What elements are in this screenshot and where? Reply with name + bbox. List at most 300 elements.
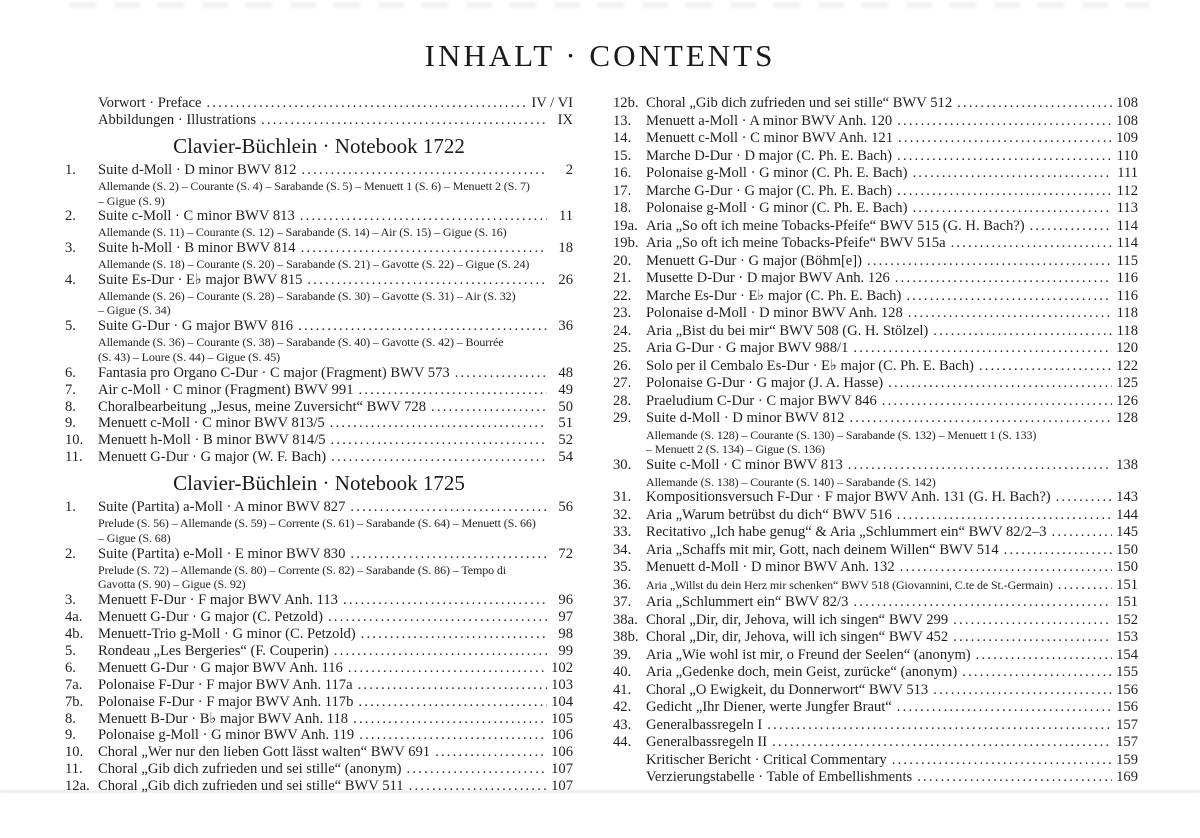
item-number: 34.: [613, 541, 632, 558]
dot-leader: [350, 546, 547, 563]
dot-leader: [917, 769, 1112, 787]
toc-item: [613, 647, 1138, 665]
page-number: 150: [1116, 541, 1138, 558]
item-title: Marche Es-Dur · E♭ major (C. Ph. E. Bach): [646, 287, 902, 304]
page-number: 109: [1116, 130, 1138, 146]
item-title: Menuett G-Dur · G major (C. Petzold): [98, 609, 323, 626]
item-title: Praeludium C-Dur · C major BWV 846: [646, 392, 877, 409]
toc-entry: [98, 112, 573, 129]
page-number: 106: [551, 727, 573, 744]
item-title: Polonaise g-Moll · G minor BWV Anh. 119: [98, 727, 355, 744]
item-number: 3.: [65, 592, 76, 609]
item-title: Kompositionsversuch F-Dur · F major BWV Anh. 131 (G. H. Bach?): [646, 489, 1051, 506]
dot-leader: [331, 449, 547, 466]
page-number: 11: [558, 208, 573, 225]
page-number: 144: [1116, 506, 1138, 523]
movement-list: [98, 179, 573, 209]
toc-item: [613, 358, 1138, 376]
item-title: Menuett G-Dur · G major (Böhm[e]): [646, 252, 863, 269]
toc-item: [65, 162, 573, 179]
page-number: 157: [1116, 716, 1138, 733]
item-title: Aria G-Dur · G major BWV 988/1: [646, 340, 849, 356]
item-title: Musette D-Dur · D major BWV Anh. 126: [646, 270, 890, 286]
toc-item: [65, 761, 573, 778]
item-title: Air c-Moll · C minor (Fragment) BWV 991: [98, 381, 354, 398]
item-number: 11.: [65, 449, 83, 466]
item-title: Choralbearbeitung „Jesus, meine Zuversicht“ BWV 728: [98, 398, 427, 415]
dot-leader: [897, 507, 1112, 525]
page-title: INHALT · CONTENTS: [424, 38, 776, 73]
dot-leader: [953, 629, 1112, 647]
item-number: 2.: [65, 208, 76, 225]
section-heading: Clavier-Büchlein · Notebook 1725: [173, 471, 465, 496]
movement-line: (S. 43) – Loure (S. 44) – Gigue (S. 45): [98, 349, 281, 364]
dot-leader: [358, 677, 547, 694]
item-title: Polonaise G-Dur · G major (J. A. Hasse): [646, 375, 884, 391]
page-number: 114: [1116, 217, 1138, 234]
dot-leader: [849, 410, 1112, 428]
item-number: 25.: [613, 340, 632, 356]
dot-leader: [933, 682, 1112, 700]
page-number: 116: [1116, 287, 1138, 304]
toc-item: [65, 592, 573, 609]
page-number: 153: [1116, 629, 1138, 646]
toc-item: [613, 148, 1138, 166]
page-number: 54: [558, 449, 573, 466]
toc-item: [613, 717, 1138, 735]
toc-item: [613, 288, 1138, 306]
dot-leader: [343, 592, 547, 609]
item-number: 6.: [65, 364, 76, 381]
toc-item: [65, 208, 573, 225]
movement-list: [646, 428, 1138, 458]
page-number: 98: [558, 625, 573, 642]
item-number: 39.: [613, 646, 632, 663]
page-number: 36: [558, 318, 573, 335]
toc-item: [65, 744, 573, 761]
page-number: 2: [565, 161, 573, 178]
toc-item: [65, 711, 573, 728]
toc-item: [613, 629, 1138, 647]
item-title: Verzierungstabelle · Table of Embellishments: [646, 769, 913, 786]
page-number: IV / VI: [531, 95, 573, 111]
toc-item: [65, 546, 573, 563]
page-number: 56: [558, 499, 573, 516]
item-number: 6.: [65, 659, 76, 676]
dot-leader: [407, 761, 547, 778]
page-number: 97: [558, 609, 573, 626]
item-number: 12a.: [65, 778, 90, 795]
page-number: 118: [1116, 322, 1138, 339]
toc-item: [65, 449, 573, 466]
toc-item: [613, 218, 1138, 236]
page-number: 159: [1116, 751, 1138, 768]
movement-line: – Menuett 2 (S. 134) – Gigue (S. 136): [646, 442, 825, 457]
movement-line: Allemande (S. 26) – Courante (S. 28) – Sarabande (S. 30) – Gavotte (S. 31) – Air (S. 32): [98, 288, 516, 303]
movement-line: Allemande (S. 138) – Courante (S. 140) – Sarabande (S. 142): [646, 474, 936, 489]
toc-item: [613, 393, 1138, 411]
item-title: Suite d-Moll · D minor BWV 812: [646, 410, 845, 426]
toc-entry: [646, 752, 1138, 770]
movement-list: [646, 475, 1138, 490]
page-number: 72: [558, 545, 573, 562]
page-number: 106: [551, 744, 573, 761]
item-number: 16.: [613, 165, 632, 181]
page-number: 104: [551, 693, 573, 710]
dot-leader: [953, 612, 1112, 630]
dot-leader: [1030, 218, 1112, 236]
page-number: 26: [558, 271, 573, 288]
dot-leader: [358, 694, 547, 711]
item-number: 13.: [613, 112, 632, 129]
item-title: Polonaise g-Moll · G minor (C. Ph. E. Bach): [646, 165, 908, 181]
item-title: Menuett a-Moll · A minor BWV Anh. 120: [646, 112, 893, 129]
page-number: 150: [1116, 559, 1138, 576]
dot-leader: [307, 272, 547, 289]
item-title: Abbildungen · Illustrations: [98, 111, 257, 128]
item-number: 26.: [613, 357, 632, 374]
toc-item: [613, 664, 1138, 682]
item-number: 7b.: [65, 693, 84, 710]
movement-line: Allemande (S. 2) – Courante (S. 4) – Sarabande (S. 5) – Menuett 1 (S. 6) – Menuett 2 (S. 7): [98, 178, 530, 193]
item-title: Recitativo „Ich habe genug“ & Aria „Schlummert ein“ BWV 82/2–3: [646, 524, 1047, 541]
toc-item: [613, 682, 1138, 700]
dot-leader: [912, 165, 1112, 183]
item-number: 19a.: [613, 217, 638, 234]
toc-item: [613, 183, 1138, 201]
item-title: Kritischer Bericht · Critical Commentary: [646, 751, 887, 768]
item-number: 15.: [613, 147, 632, 164]
item-title: Aria „Schlummert ein“ BWV 82/3: [646, 594, 849, 611]
dot-leader: [361, 626, 547, 643]
item-title: Menuett G-Dur · G major BWV Anh. 116: [98, 659, 343, 676]
item-number: 3.: [65, 240, 76, 257]
dot-leader: [912, 200, 1112, 218]
dot-leader: [906, 288, 1112, 306]
item-number: 8.: [65, 398, 76, 415]
item-number: 9.: [65, 415, 76, 432]
item-number: 43.: [613, 716, 632, 733]
dot-leader: [1058, 577, 1112, 595]
movement-line: Prelude (S. 56) – Allemande (S. 59) – Corrente (S. 61) – Sarabande (S. 64) – Menuett (S. 66): [98, 516, 536, 531]
item-title: Aria „Wie wohl ist mir, o Freund der Seelen“ (anonym): [646, 646, 971, 663]
item-number: 11.: [65, 761, 83, 778]
toc-item: [613, 594, 1138, 612]
page-number: 155: [1116, 664, 1138, 681]
toc-item: [65, 365, 573, 382]
page-number: 103: [551, 676, 573, 693]
item-title: Menuett h-Moll · B minor BWV 814/5: [98, 432, 326, 449]
toc-item: [65, 499, 573, 516]
movement-line: – Gigue (S. 68): [98, 530, 171, 545]
toc-item: [65, 660, 573, 677]
item-title: Menuett c-Moll · C minor BWV Anh. 121: [646, 130, 893, 146]
toc-entry: [646, 769, 1138, 787]
item-number: 4.: [65, 271, 76, 288]
toc-item: [65, 382, 573, 399]
dot-leader: [898, 130, 1112, 148]
item-title: Suite G-Dur · G major BWV 816: [98, 318, 294, 335]
dot-leader: [301, 240, 547, 257]
page-number: 125: [1116, 375, 1138, 391]
toc-item: [65, 399, 573, 416]
item-number: 19b.: [613, 235, 639, 251]
item-number: 29.: [613, 410, 632, 426]
toc-item: [613, 200, 1138, 218]
page-number: 154: [1116, 646, 1138, 663]
toc-item: [65, 318, 573, 335]
dot-leader: [328, 609, 547, 626]
toc-item: [613, 375, 1138, 393]
movement-line: Allemande (S. 11) – Courante (S. 12) – Sarabande (S. 14) – Air (S. 15) – Gigue (S. 16): [98, 225, 507, 240]
movement-line: – Gigue (S. 34): [98, 303, 171, 318]
item-title: Polonaise F-Dur · F major BWV Anh. 117a: [98, 676, 353, 693]
dot-leader: [853, 594, 1112, 612]
movement-line: Prelude (S. 72) – Allemande (S. 80) – Corrente (S. 82) – Sarabande (S. 86) – Tempo di: [98, 562, 507, 577]
dot-leader: [353, 711, 547, 728]
item-title: Choral „O Ewigkeit, du Donnerwort“ BWV 513: [646, 681, 929, 698]
dot-leader: [888, 375, 1112, 393]
dot-leader: [957, 95, 1112, 113]
item-number: 8.: [65, 710, 76, 727]
page-number: 126: [1116, 392, 1138, 409]
item-title: Suite d-Moll · D minor BWV 812: [98, 161, 297, 178]
item-title: Aria „Schaffs mit mir, Gott, nach deinem Willen“ BWV 514: [646, 541, 999, 558]
page-number: 122: [1116, 357, 1138, 374]
dot-leader: [1004, 542, 1112, 560]
item-number: 31.: [613, 489, 632, 506]
page-number: 52: [558, 432, 573, 449]
page-number: 116: [1116, 270, 1138, 286]
dot-leader: [359, 382, 548, 399]
toc-item: [613, 489, 1138, 507]
dot-leader: [331, 432, 547, 449]
item-title: Polonaise d-Moll · D minor BWV Anh. 128: [646, 305, 903, 321]
toc-item: [613, 410, 1138, 428]
dot-leader: [897, 699, 1112, 717]
item-number: 21.: [613, 270, 632, 286]
toc-item: [613, 734, 1138, 752]
page-number: 145: [1116, 524, 1138, 541]
page-number: 96: [558, 592, 573, 609]
movement-line: Allemande (S. 18) – Courante (S. 20) – Sarabande (S. 21) – Gavotte (S. 22) – Gigue (S. 24): [98, 256, 530, 271]
item-number: 35.: [613, 559, 632, 576]
item-number: 37.: [613, 594, 632, 611]
toc-item: [65, 677, 573, 694]
item-number: 38b.: [613, 629, 639, 646]
page-number: 156: [1116, 681, 1138, 698]
item-title: Choral „Wer nur den lieben Gott lässt walten“ BWV 691: [98, 744, 431, 761]
dot-leader: [951, 235, 1112, 253]
section-heading: Clavier-Büchlein · Notebook 1722: [173, 133, 465, 158]
item-title: Vorwort · Preface: [98, 95, 202, 111]
movement-list: [98, 516, 573, 546]
movement-line: – Gigue (S. 9): [98, 193, 165, 208]
movement-list: [98, 225, 573, 240]
dot-leader: [409, 778, 547, 795]
toc-item: [613, 323, 1138, 341]
item-title: Aria „Gedenke doch, mein Geist, zurücke“ (anonym): [646, 664, 958, 681]
page-number: 169: [1116, 769, 1138, 786]
dot-leader: [435, 744, 547, 761]
item-number: 20.: [613, 252, 632, 269]
item-title: Menuett B-Dur · B♭ major BWV Anh. 118: [98, 710, 349, 727]
item-title: Menuett G-Dur · G major (W. F. Bach): [98, 449, 327, 466]
item-number: 22.: [613, 287, 632, 304]
item-number: 38a.: [613, 611, 638, 628]
toc-item: [65, 643, 573, 660]
item-title: Gedicht „Ihr Diener, werte Jungfer Braut“: [646, 699, 892, 716]
item-number: 7a.: [65, 676, 83, 693]
movement-list: [98, 563, 573, 593]
item-title: Menuett-Trio g-Moll · G minor (C. Petzold): [98, 625, 356, 642]
page-number: 107: [551, 761, 573, 778]
page-number: 110: [1116, 147, 1138, 164]
item-title: Polonaise g-Moll · G minor (C. Ph. E. Bach): [646, 200, 908, 216]
page-number: 138: [1116, 457, 1138, 474]
item-title: Choral „Dir, dir, Jehova, will ich singen“ BWV 452: [646, 629, 949, 646]
item-title: Suite c-Moll · C minor BWV 813: [646, 457, 843, 474]
dot-leader: [261, 112, 547, 129]
dot-leader: [206, 95, 527, 112]
toc-item: [613, 253, 1138, 271]
dot-leader: [900, 559, 1112, 577]
toc-item: [65, 727, 573, 744]
toc-item: [613, 577, 1138, 595]
page-number: 49: [558, 381, 573, 398]
toc-column-right: [613, 95, 1138, 795]
item-number: 18.: [613, 200, 632, 216]
item-title: Suite c-Moll · C minor BWV 813: [98, 208, 295, 225]
dot-leader: [348, 660, 547, 677]
toc-item: [613, 612, 1138, 630]
item-number: 2.: [65, 545, 76, 562]
item-title: Suite Es-Dur · E♭ major BWV 815: [98, 271, 303, 288]
dot-leader: [976, 647, 1112, 665]
dot-leader: [767, 717, 1112, 735]
toc-item: [613, 130, 1138, 148]
item-title: Aria „Warum betrübst du dich“ BWV 516: [646, 506, 892, 523]
dot-leader: [897, 113, 1112, 131]
movement-line: Allemande (S. 36) – Courante (S. 38) – Sarabande (S. 40) – Gavotte (S. 42) – Bourrée: [98, 335, 504, 350]
dot-leader: [431, 399, 547, 416]
item-title: Marche G-Dur · G major (C. Ph. E. Bach): [646, 182, 892, 199]
toc-item: [65, 240, 573, 257]
page-number: 108: [1116, 95, 1138, 111]
dot-leader: [298, 318, 547, 335]
item-title: Suite h-Moll · B minor BWV 814: [98, 240, 296, 257]
dot-leader: [301, 162, 547, 179]
movement-line: Gavotta (S. 90) – Gigue (S. 92): [98, 577, 246, 592]
dot-leader: [979, 358, 1112, 376]
dot-leader: [882, 393, 1112, 411]
item-title: Fantasia pro Organo C-Dur · C major (Fragment) BWV 573: [98, 364, 450, 381]
page-number: 151: [1116, 576, 1138, 593]
dot-leader: [1056, 489, 1112, 507]
page-number: 108: [1116, 112, 1138, 129]
item-number: 33.: [613, 524, 632, 541]
item-number: 44.: [613, 734, 632, 751]
toc-column-left: [65, 95, 573, 795]
item-number: 10.: [65, 744, 84, 761]
dot-leader: [867, 253, 1112, 271]
page-number: 128: [1116, 410, 1138, 426]
toc-item: [65, 778, 573, 795]
item-title: Aria „Bist du bei mir“ BWV 508 (G. H. Stölzel): [646, 322, 929, 339]
page-number: 18: [558, 240, 573, 257]
toc-item: [613, 524, 1138, 542]
toc-item: [613, 699, 1138, 717]
item-number: 1.: [65, 499, 76, 516]
item-number: 27.: [613, 375, 632, 391]
item-title: Menuett d-Moll · D minor BWV Anh. 132: [646, 559, 895, 576]
movement-list: [98, 335, 573, 365]
dot-leader: [359, 727, 547, 744]
item-title: Rondeau „Les Bergeries“ (F. Couperin): [98, 642, 329, 659]
item-number: 5.: [65, 318, 76, 335]
dot-leader: [772, 734, 1112, 752]
page-number: 151: [1116, 594, 1138, 611]
item-number: 7.: [65, 381, 76, 398]
page-number: 120: [1116, 340, 1138, 356]
dot-leader: [892, 752, 1112, 770]
page-number: 50: [558, 398, 573, 415]
page-number: 102: [551, 659, 573, 676]
toc-item: [613, 95, 1138, 113]
toc-item: [613, 457, 1138, 475]
item-title: Aria „So oft ich meine Tobacks-Pfeife“ BWV 515a: [646, 235, 946, 251]
toc-columns: [65, 95, 1138, 795]
item-title: Suite (Partita) e-Moll · E minor BWV 830: [98, 545, 346, 562]
toc-item: [65, 694, 573, 711]
page-number: 143: [1116, 489, 1138, 506]
item-title: Menuett c-Moll · C minor BWV 813/5: [98, 415, 325, 432]
page-number: 152: [1116, 611, 1138, 628]
dot-leader: [350, 499, 547, 516]
page-number: 156: [1116, 699, 1138, 716]
page-number: 114: [1116, 235, 1138, 251]
dot-leader: [933, 323, 1112, 341]
item-title: Polonaise F-Dur · F major BWV Anh. 117b: [98, 693, 354, 710]
dot-leader: [897, 183, 1112, 201]
dot-leader: [895, 270, 1112, 288]
item-number: 4b.: [65, 625, 84, 642]
page-number: 112: [1116, 182, 1138, 199]
page-number: 99: [558, 642, 573, 659]
item-number: 28.: [613, 392, 632, 409]
toc-item: [613, 507, 1138, 525]
dot-leader: [962, 664, 1112, 682]
item-number: 12b.: [613, 95, 639, 111]
dot-leader: [330, 415, 547, 432]
toc-item: [65, 432, 573, 449]
item-title: Marche D-Dur · D major (C. Ph. E. Bach): [646, 147, 892, 164]
page-number: 107: [551, 778, 573, 795]
toc-item: [65, 415, 573, 432]
dot-leader: [897, 148, 1112, 166]
page-number: 115: [1116, 252, 1138, 269]
item-number: 9.: [65, 727, 76, 744]
dot-leader: [848, 457, 1112, 475]
toc-item: [613, 165, 1138, 183]
item-title: Choral „Gib dich zufrieden und sei stille“ BWV 511: [98, 778, 404, 795]
item-number: 36.: [613, 576, 632, 593]
item-number: 10.: [65, 432, 84, 449]
item-title: Aria „So oft ich meine Tobacks-Pfeife“ BWV 515 (G. H. Bach?): [646, 217, 1025, 234]
item-title: Choral „Gib dich zufrieden und sei stille“ (anonym): [98, 761, 402, 778]
movement-line: Allemande (S. 128) – Courante (S. 130) – Sarabande (S. 132) – Menuett 1 (S. 133): [646, 427, 1037, 442]
item-number: 32.: [613, 506, 632, 523]
